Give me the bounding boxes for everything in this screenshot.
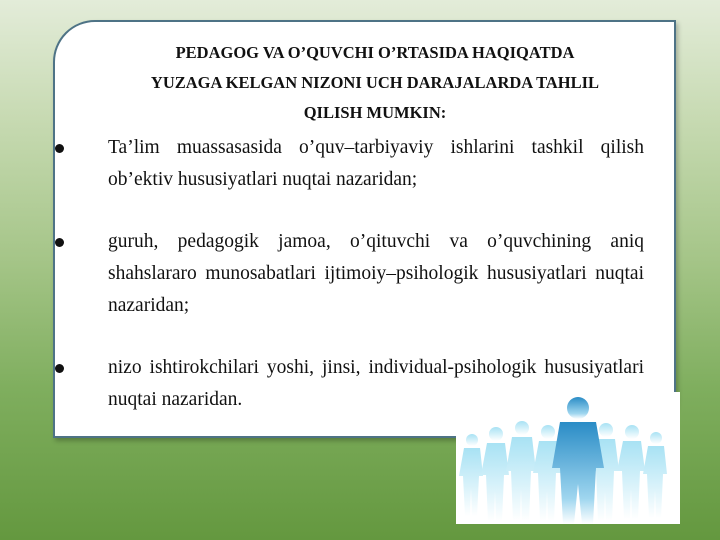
bullet-dot-icon xyxy=(55,364,64,373)
leader-figure xyxy=(552,397,604,524)
slide-title xyxy=(60,38,690,128)
person-figure xyxy=(643,432,667,518)
bullet-dot-icon xyxy=(55,238,64,247)
person-figure xyxy=(533,425,561,521)
person-figure xyxy=(617,425,645,519)
title-line-2: YUZAGA KELGAN NIZONI UCH DARAJALARDA TAHLIL xyxy=(150,73,600,92)
bullet-text-1: Ta’lim muassasasida o’quv–tarbiyaviy ishlarini tashkil qilish ob’ektiv hususiyatlari nuqtai nazaridan; xyxy=(108,137,644,190)
bullet-item-1 xyxy=(52,132,644,196)
people-group-icon xyxy=(456,392,680,524)
title-line-3: QILISH MUMKIN: xyxy=(303,103,447,122)
title-line-1: PEDAGOG VA O’QUVCHI O’RTASIDA HAQIQATDA xyxy=(175,43,575,62)
person-figure xyxy=(481,427,509,521)
bullet-item-2 xyxy=(52,226,644,322)
bullet-dot-icon xyxy=(55,144,64,153)
person-figure xyxy=(459,434,483,516)
person-figure xyxy=(506,421,536,521)
bullet-text-2: guruh, pedagogik jamoa, o’qituvchi va o’quvchining aniq shahslararo munosabatlari ijtimoiy–psihologik hususiyatlari nuqtai nazaridan; xyxy=(108,231,644,316)
bullet-text-3: nizo ishtirokchilari yoshi, jinsi, individual-psihologik hususiyatlari nuqtai nazaridan. xyxy=(108,357,644,410)
